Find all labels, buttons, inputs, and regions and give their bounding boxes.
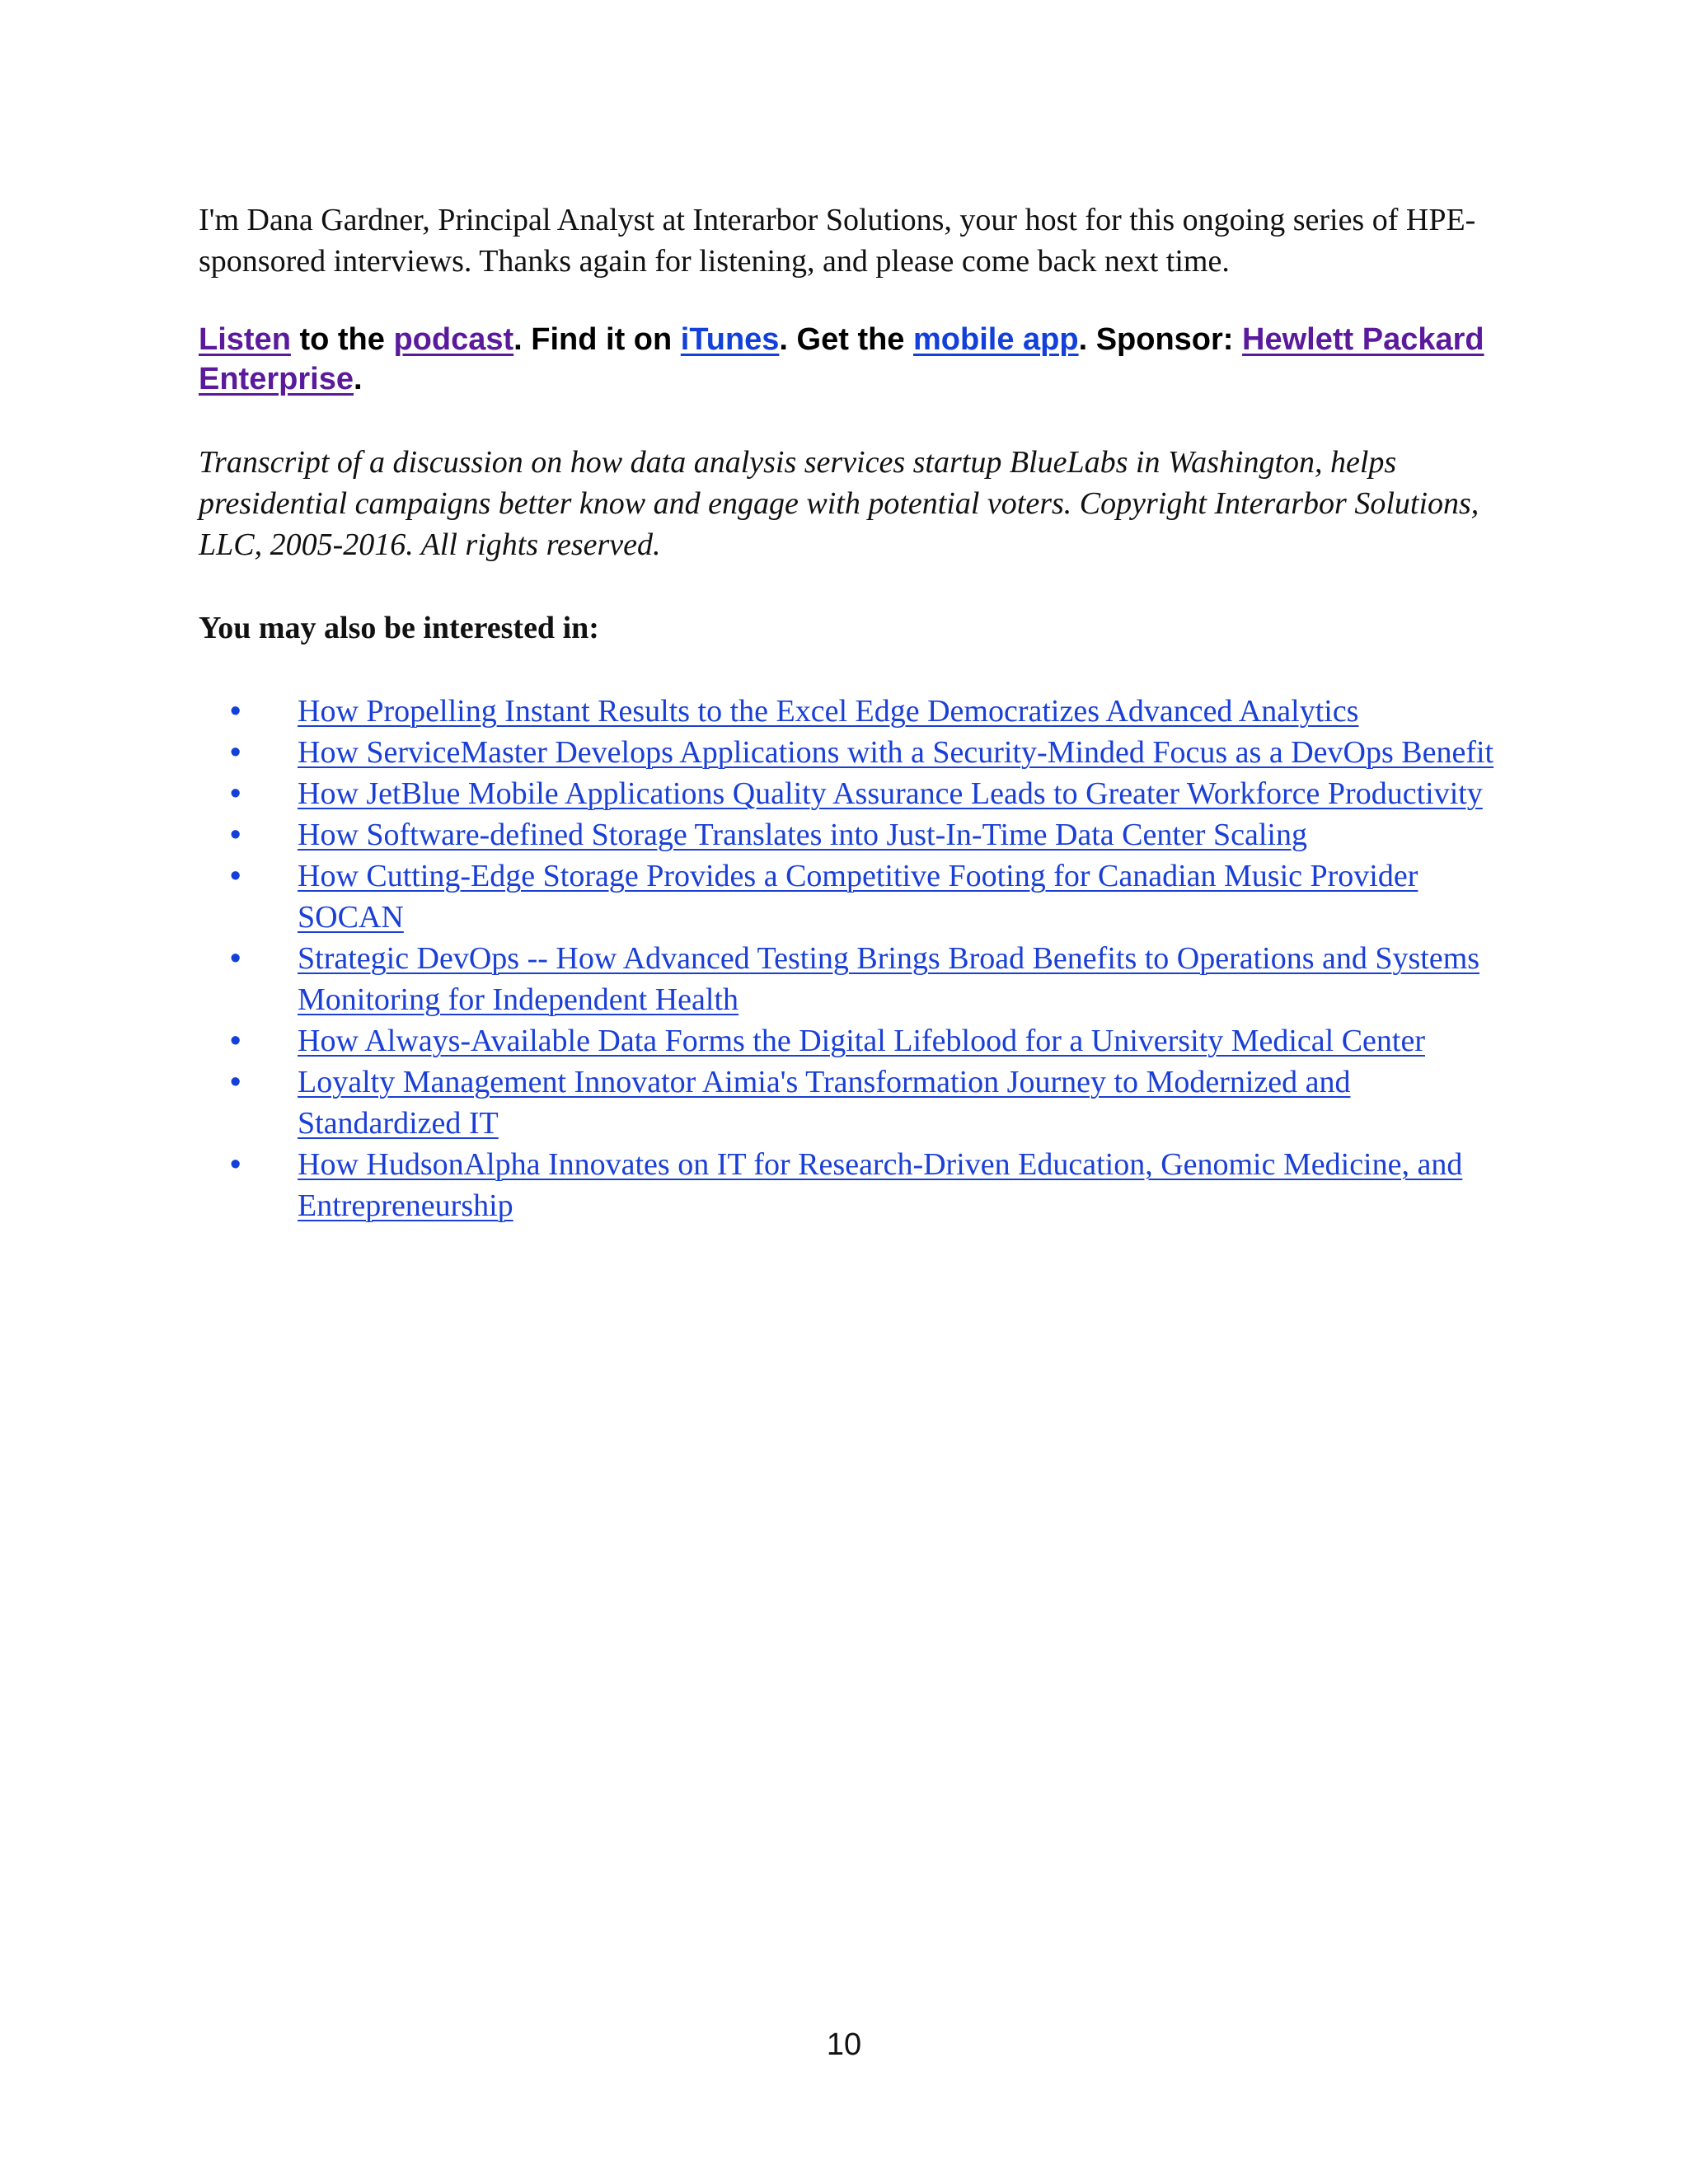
- listen-text-to-the: to the: [290, 322, 394, 357]
- related-link[interactable]: Strategic DevOps -- How Advanced Testing Brings Broad Benefits to Operations and Systems Monitoring for Independent Health: [298, 941, 1480, 1017]
- bullet-icon: •: [230, 941, 241, 976]
- bullet-icon: •: [230, 694, 241, 729]
- related-heading: You may also be interested in:: [199, 611, 599, 645]
- transcript-note: Transcript of a discussion on how data analysis services startup BlueLabs in Washington, helps presidential campaigns better know and engage with potential voters. Copyright Interarbor Solutions, LLC, 2005-2016. All rights reserved.: [199, 445, 1479, 562]
- listen-text-get: . Get the: [779, 322, 913, 357]
- bullet-icon: •: [230, 1024, 241, 1058]
- list-item: [199, 814, 1509, 855]
- bullet-icon: •: [230, 1065, 241, 1099]
- bullet-icon: •: [230, 735, 241, 770]
- listen-text-sponsor: . Sponsor:: [1078, 322, 1243, 357]
- listen-link[interactable]: Listen: [199, 322, 291, 357]
- listen-text-end: .: [353, 362, 363, 396]
- list-item: [199, 855, 1509, 938]
- related-link[interactable]: Loyalty Management Innovator Aimia's Transformation Journey to Modernized and Standardized IT: [298, 1065, 1351, 1141]
- related-link[interactable]: How HudsonAlpha Innovates on IT for Research-Driven Education, Genomic Medicine, and Entrepreneurship: [298, 1147, 1463, 1223]
- related-link[interactable]: How JetBlue Mobile Applications Quality Assurance Leads to Greater Workforce Productivity: [298, 776, 1483, 811]
- list-item: [199, 938, 1509, 1020]
- page-number: 10: [826, 2027, 862, 2062]
- list-item: [199, 1020, 1509, 1062]
- related-link[interactable]: How Cutting-Edge Storage Provides a Competitive Footing for Canadian Music Provider SOCAN: [298, 859, 1418, 935]
- related-link[interactable]: How Always-Available Data Forms the Digital Lifeblood for a University Medical Center: [298, 1024, 1425, 1058]
- bullet-icon: •: [230, 818, 241, 852]
- related-link[interactable]: How Software-defined Storage Translates into Just-In-Time Data Center Scaling: [298, 818, 1307, 852]
- list-item: [199, 1062, 1509, 1144]
- related-articles-list: [199, 691, 1509, 1226]
- mobile-app-link[interactable]: mobile app: [913, 322, 1079, 357]
- related-link[interactable]: How Propelling Instant Results to the Excel Edge Democratizes Advanced Analytics: [298, 694, 1359, 729]
- list-item: [199, 1144, 1509, 1226]
- sponsor-link[interactable]: Hewlett Packard Enterprise: [199, 322, 1484, 396]
- related-link[interactable]: How ServiceMaster Develops Applications with a Security-Minded Focus as a DevOps Benefit: [298, 735, 1494, 770]
- listen-text-find: . Find it on: [513, 322, 681, 357]
- bullet-icon: •: [230, 859, 241, 893]
- bullet-icon: •: [230, 776, 241, 811]
- podcast-links-line: [199, 320, 1501, 399]
- list-item: [199, 732, 1509, 773]
- podcast-link[interactable]: podcast: [393, 322, 514, 357]
- list-item: [199, 691, 1509, 732]
- itunes-link[interactable]: iTunes: [680, 322, 780, 357]
- closing-paragraph: I'm Dana Gardner, Principal Analyst at Interarbor Solutions, your host for this ongoing series of HPE-sponsored interviews. Thanks again for listening, and please come back next time.: [199, 203, 1476, 279]
- bullet-icon: •: [230, 1147, 241, 1182]
- list-item: [199, 773, 1509, 814]
